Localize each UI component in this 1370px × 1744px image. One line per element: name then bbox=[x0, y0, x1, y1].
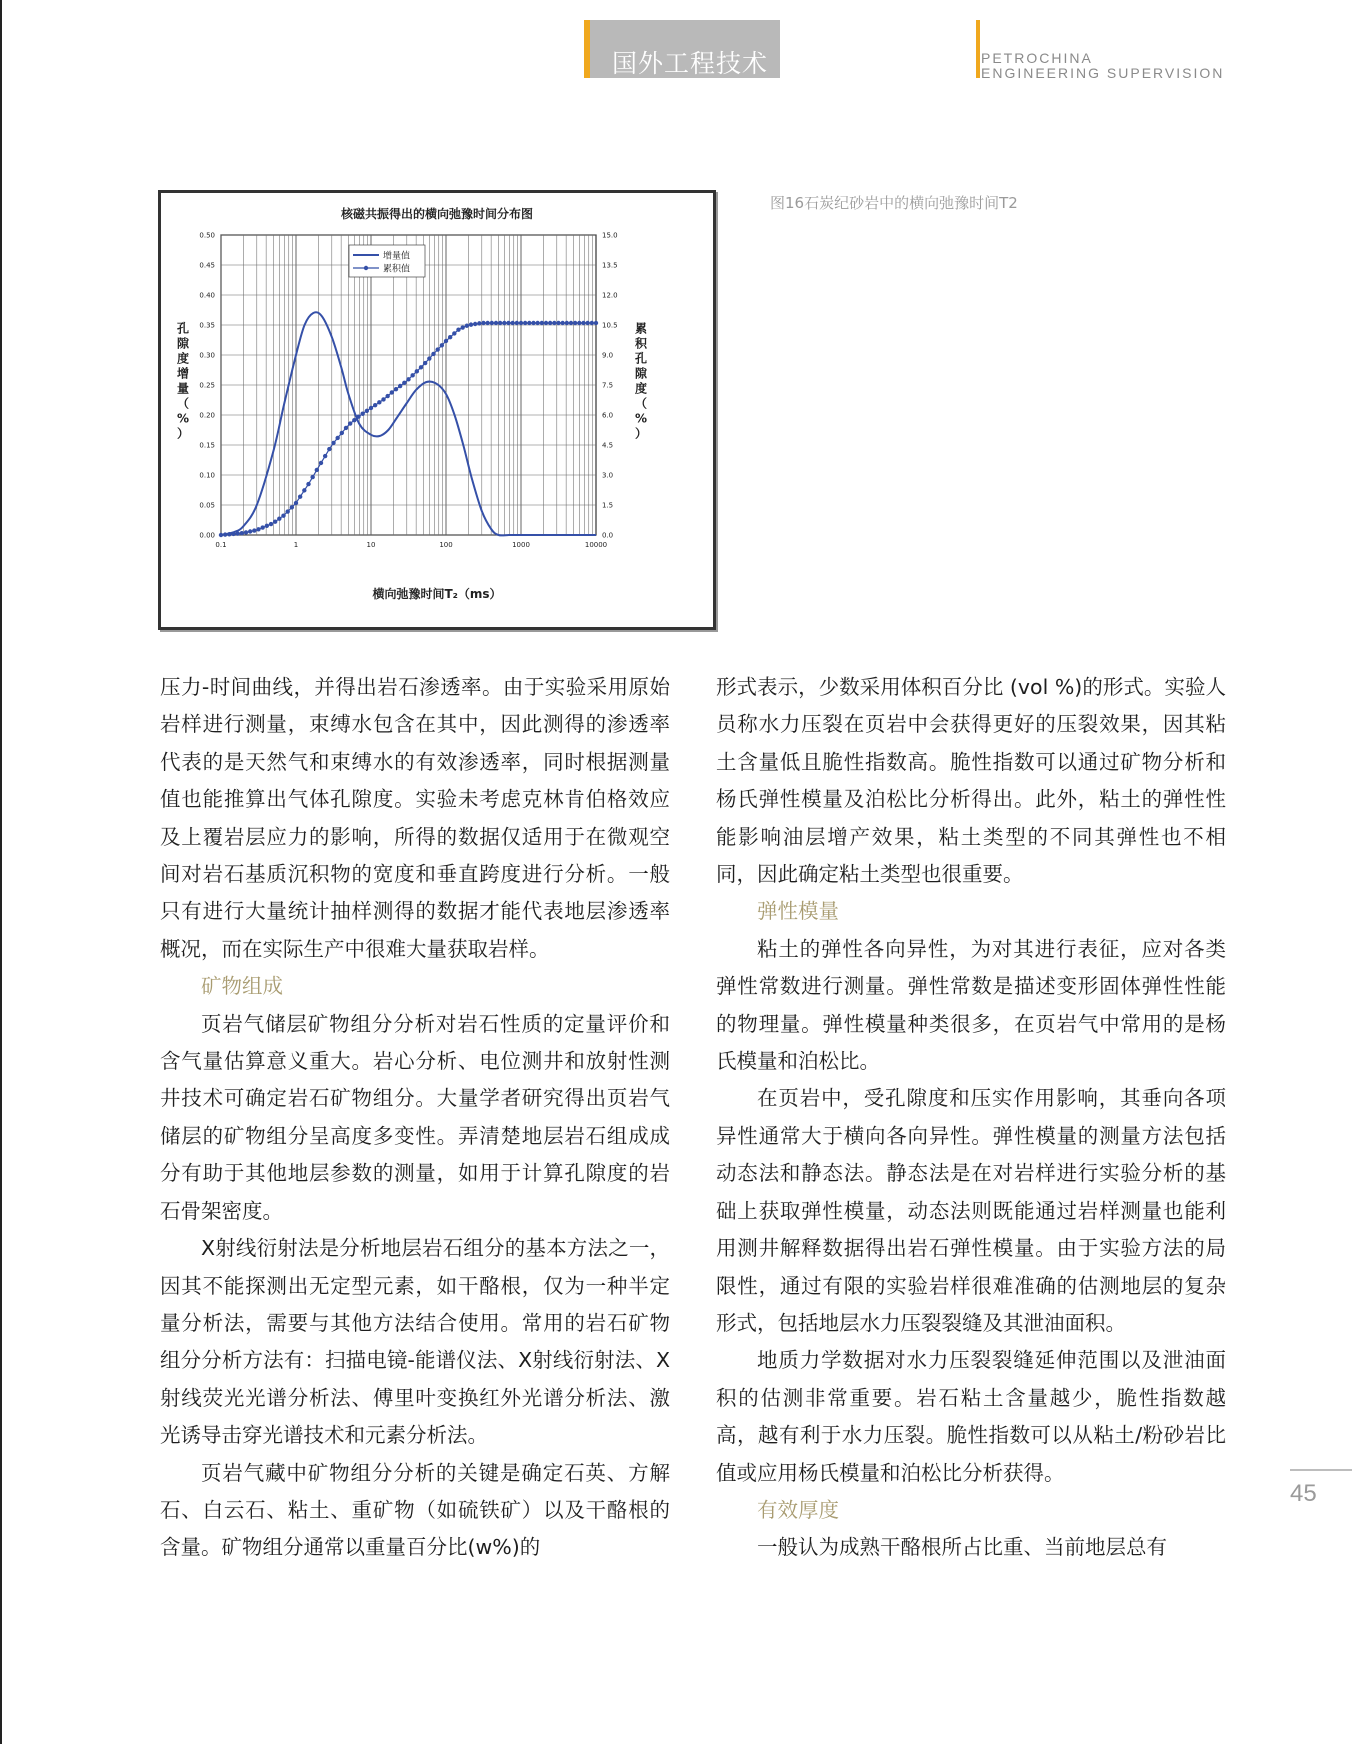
series-point-cumulative bbox=[219, 533, 223, 537]
series-point-cumulative bbox=[294, 501, 298, 505]
series-point-cumulative bbox=[577, 321, 581, 325]
series-point-cumulative bbox=[481, 321, 485, 325]
legend-label: 累积值 bbox=[383, 264, 411, 275]
series-point-cumulative bbox=[415, 369, 419, 373]
series-point-cumulative bbox=[385, 394, 389, 398]
y-tick-label-left: 0.35 bbox=[199, 321, 215, 330]
y-tick-label-left: 0.25 bbox=[199, 381, 215, 390]
y-tick-label-left: 0.00 bbox=[199, 531, 215, 540]
series-point-cumulative bbox=[319, 461, 323, 465]
series-point-cumulative bbox=[585, 321, 589, 325]
paragraph: 一般认为成熟干酪根所占比重、当前地层总有 bbox=[757, 1535, 1167, 1560]
series-point-cumulative bbox=[390, 390, 394, 394]
series-point-cumulative bbox=[419, 365, 423, 369]
y-tick-label-left: 0.50 bbox=[199, 231, 215, 240]
series-point-cumulative bbox=[227, 532, 231, 536]
axis-label-char: 孔 bbox=[634, 351, 648, 366]
series-point-cumulative bbox=[465, 324, 469, 328]
legend-marker bbox=[364, 266, 368, 270]
series-point-cumulative bbox=[448, 335, 452, 339]
series-point-cumulative bbox=[469, 322, 473, 326]
paragraph: 地质力学数据对水力压裂裂缝延伸范围以及泄油面积的估测非常重要。岩石粘土含量越少，脆性指数越高，越有利于水力压裂。脆性指数可以从粘土/粉砂岩比值或应用杨氏模量和泊松比分析获得。 bbox=[716, 1348, 1226, 1485]
series-point-cumulative bbox=[273, 520, 277, 524]
series-point-cumulative bbox=[444, 339, 448, 343]
series-point-cumulative bbox=[252, 528, 256, 532]
series-point-cumulative bbox=[335, 436, 339, 440]
y-axis-label-right bbox=[635, 321, 648, 441]
left-text-column bbox=[160, 669, 670, 1567]
series-point-cumulative bbox=[235, 531, 239, 535]
series-point-cumulative bbox=[406, 377, 410, 381]
y-tick-label-right: 0.0 bbox=[602, 531, 614, 540]
page-number: 45 bbox=[1290, 1480, 1317, 1507]
series-point-cumulative bbox=[331, 441, 335, 445]
x-tick-label: 10000 bbox=[584, 541, 608, 549]
paragraph: 粘土的弹性各向异性，为对其进行表征，应对各类弹性常数进行测量。弹性常数是描述变形固体弹性性能的物理量。弹性模量种类很多，在页岩气中常用的是杨氏模量和泊松比。 bbox=[716, 936, 1226, 1074]
magazine-name-line1: PETROCHINA bbox=[981, 50, 1093, 66]
series-point-cumulative bbox=[248, 529, 252, 533]
series-point-cumulative bbox=[581, 321, 585, 325]
series-point-cumulative bbox=[460, 325, 464, 329]
axis-label-char: ） bbox=[634, 426, 648, 441]
chart-legend bbox=[349, 245, 425, 277]
series-point-cumulative bbox=[548, 321, 552, 325]
series-point-cumulative bbox=[498, 321, 502, 325]
series-point-cumulative bbox=[402, 381, 406, 385]
series-point-cumulative bbox=[356, 415, 360, 419]
y-tick-label-right: 12.0 bbox=[602, 291, 618, 300]
axis-label-char: 量 bbox=[176, 381, 190, 396]
series-point-cumulative bbox=[381, 397, 385, 401]
page-number-rule bbox=[1290, 1469, 1352, 1471]
series-point-cumulative bbox=[256, 527, 260, 531]
x-axis-label: 横向弛豫时间T₂（ms） bbox=[372, 587, 502, 601]
subheading: 矿物组成 bbox=[201, 974, 283, 999]
series-point-cumulative bbox=[527, 321, 531, 325]
series-point-cumulative bbox=[277, 516, 281, 520]
series-point-cumulative bbox=[281, 513, 285, 517]
paragraph: 压力-时间曲线，并得出岩石渗透率。由于实验采用原始岩样进行测量，束缚水包含在其中，因此测得的渗透率代表的是天然气和束缚水的有效渗透率，同时根据测量值也能推算出气体孔隙度。实验未考虑克林肯伯格效应及上覆岩层应力的影响，所得的数据仅适用于在微观空间对岩石基质沉积物的宽度和垂直跨度进行分析。一般只有进行大量统计抽样测得的数据才能代表地层渗透率概况，而在实际生产中很难大量获取岩样。 bbox=[160, 675, 670, 961]
page-edge bbox=[0, 0, 2, 1744]
y-tick-label-left: 0.40 bbox=[199, 291, 215, 300]
series-point-cumulative bbox=[569, 321, 573, 325]
nmr-t2-chart bbox=[158, 190, 716, 630]
header-accent-bar bbox=[976, 20, 980, 78]
axis-label-char: 隙 bbox=[176, 336, 190, 351]
series-point-cumulative bbox=[290, 505, 294, 509]
series-point-cumulative bbox=[435, 347, 439, 351]
x-tick-label: 100 bbox=[439, 541, 453, 549]
magazine-name-line2: ENGINEERING SUPERVISION bbox=[981, 65, 1225, 81]
series-point-cumulative bbox=[365, 409, 369, 413]
series-point-cumulative bbox=[490, 321, 494, 325]
y-tick-label-right: 10.5 bbox=[602, 321, 618, 330]
series-point-cumulative bbox=[506, 321, 510, 325]
series-point-cumulative bbox=[244, 530, 248, 534]
series-point-cumulative bbox=[373, 403, 377, 407]
series-point-cumulative bbox=[573, 321, 577, 325]
axis-label-char: % bbox=[634, 411, 648, 426]
axis-label-char: 积 bbox=[634, 336, 648, 351]
series-point-cumulative bbox=[340, 431, 344, 435]
chart-title: 核磁共振得出的横向弛豫时间分布图 bbox=[340, 207, 534, 221]
paragraph: X射线衍射法是分析地层岩石组分的基本方法之一，因其不能探测出无定型元素，如干酪根，仅为一种半定量分析法，需要与其他方法结合使用。常用的岩石矿物组分分析方法有：扫描电镜-能谱仪法、X射线衍射法、X射线荧光光谱分析法、傅里叶变换红外光谱分析法、激光诱导击穿光谱技术和元素分析法。 bbox=[160, 1236, 670, 1448]
series-point-cumulative bbox=[398, 384, 402, 388]
series-point-cumulative bbox=[523, 321, 527, 325]
series-point-cumulative bbox=[485, 321, 489, 325]
subheading: 有效厚度 bbox=[757, 1497, 839, 1522]
axis-label-char: （ bbox=[176, 396, 190, 411]
series-point-cumulative bbox=[535, 321, 539, 325]
series-point-cumulative bbox=[531, 321, 535, 325]
series-point-cumulative bbox=[452, 331, 456, 335]
series-point-cumulative bbox=[285, 509, 289, 513]
axis-label-char: 隙 bbox=[634, 366, 648, 381]
y-tick-label-right: 13.5 bbox=[602, 261, 618, 270]
series-point-cumulative bbox=[410, 373, 414, 377]
series-point-cumulative bbox=[269, 522, 273, 526]
subheading: 弹性模量 bbox=[757, 899, 839, 924]
series-point-cumulative bbox=[377, 400, 381, 404]
series-point-cumulative bbox=[502, 321, 506, 325]
series-point-cumulative bbox=[510, 321, 514, 325]
chart-grid bbox=[221, 235, 596, 535]
y-tick-label-left: 0.45 bbox=[199, 261, 215, 270]
y-tick-label-right: 15.0 bbox=[602, 231, 618, 240]
series-point-cumulative bbox=[352, 418, 356, 422]
series-point-cumulative bbox=[477, 321, 481, 325]
series-point-cumulative bbox=[519, 321, 523, 325]
series-point-cumulative bbox=[344, 426, 348, 430]
y-tick-label-left: 0.05 bbox=[199, 501, 215, 510]
series-point-cumulative bbox=[560, 321, 564, 325]
y-axis-label-left bbox=[177, 321, 190, 441]
series-point-cumulative bbox=[323, 454, 327, 458]
paragraph: 页岩气储层矿物组分分析对岩石性质的定量评价和含气量估算意义重大。岩心分析、电位测井和放射性测井技术可确定岩石矿物组分。大量学者研究得出页岩气储层的矿物组分呈高度多变性。弄清楚地层岩石组成成分有助于其他地层参数的测量，如用于计算孔隙度的岩石骨架密度。 bbox=[160, 1011, 670, 1223]
series-point-cumulative bbox=[369, 406, 373, 410]
y-tick-label-left: 0.15 bbox=[199, 441, 215, 450]
legend-label: 增量值 bbox=[383, 251, 411, 262]
axis-label-char: 累 bbox=[634, 321, 648, 336]
figure-caption: 图16石炭纪砂岩中的横向弛豫时间T2 bbox=[770, 194, 1018, 212]
series-point-cumulative bbox=[552, 321, 556, 325]
y-tick-label-right: 4.5 bbox=[602, 441, 614, 450]
x-tick-label: 10 bbox=[366, 541, 376, 549]
y-tick-label-left: 0.10 bbox=[199, 471, 215, 480]
axis-label-char: % bbox=[176, 411, 190, 426]
series-point-cumulative bbox=[427, 356, 431, 360]
axis-label-char: ） bbox=[176, 426, 190, 441]
series-point-cumulative bbox=[594, 321, 598, 325]
paragraph: 页岩气藏中矿物组分分析的关键是确定石英、方解石、白云石、粘土、重矿物（如硫铁矿）以及干酪根的含量。矿物组分通常以重量百分比(w%)的 bbox=[160, 1460, 670, 1560]
series-point-cumulative bbox=[315, 468, 319, 472]
series-point-cumulative bbox=[494, 321, 498, 325]
y-tick-label-right: 7.5 bbox=[602, 381, 614, 390]
header-accent-bar bbox=[584, 20, 590, 78]
series-point-cumulative bbox=[456, 327, 460, 331]
axis-label-char: 增 bbox=[176, 366, 190, 381]
y-tick-label-right: 9.0 bbox=[602, 351, 614, 360]
series-point-cumulative bbox=[394, 387, 398, 391]
series-point-cumulative bbox=[440, 343, 444, 347]
series-point-cumulative bbox=[540, 321, 544, 325]
series-point-cumulative bbox=[565, 321, 569, 325]
series-point-cumulative bbox=[431, 352, 435, 356]
y-tick-label-left: 0.20 bbox=[199, 411, 215, 420]
axis-label-char: 度 bbox=[634, 381, 648, 396]
series-point-cumulative bbox=[265, 524, 269, 528]
y-tick-label-right: 6.0 bbox=[602, 411, 614, 420]
series-point-cumulative bbox=[231, 532, 235, 536]
right-text-column bbox=[716, 669, 1226, 1567]
series-point-cumulative bbox=[327, 447, 331, 451]
x-tick-label: 1000 bbox=[512, 541, 530, 549]
series-point-cumulative bbox=[473, 322, 477, 326]
axis-label-char: （ bbox=[634, 396, 648, 411]
series-point-cumulative bbox=[360, 412, 364, 416]
series-point-cumulative bbox=[310, 475, 314, 479]
series-point-cumulative bbox=[423, 361, 427, 365]
series-point-cumulative bbox=[298, 494, 302, 498]
series-point-cumulative bbox=[302, 488, 306, 492]
chart-svg bbox=[161, 193, 713, 627]
y-tick-label-left: 0.30 bbox=[199, 351, 215, 360]
paragraph: 形式表示，少数采用体积百分比 (vol %)的形式。实验人员称水力压裂在页岩中会获得更好的压裂效果，因其粘土含量低且脆性指数高。脆性指数可以通过矿物分析和杨氏弹性模量及泊松比分析得出。此外，粘土的弹性性能影响油层增产效果，粘土类型的不同其弹性也不相同，因此确定粘土类型也很重要。 bbox=[716, 675, 1226, 887]
y-tick-label-right: 1.5 bbox=[602, 501, 614, 510]
section-title: 国外工程技术 bbox=[612, 49, 769, 78]
series-point-cumulative bbox=[306, 482, 310, 486]
series-point-cumulative bbox=[260, 525, 264, 529]
section-header bbox=[584, 20, 780, 78]
x-tick-label: 1 bbox=[293, 541, 299, 549]
series-point-cumulative bbox=[556, 321, 560, 325]
series-point-cumulative bbox=[223, 532, 227, 536]
y-tick-label-right: 3.0 bbox=[602, 471, 614, 480]
axis-label-char: 度 bbox=[176, 351, 190, 366]
series-point-cumulative bbox=[544, 321, 548, 325]
axis-label-char: 孔 bbox=[176, 321, 190, 336]
series-point-cumulative bbox=[590, 321, 594, 325]
series-point-cumulative bbox=[515, 321, 519, 325]
x-tick-label: 0.1 bbox=[215, 541, 227, 549]
series-point-cumulative bbox=[348, 421, 352, 425]
paragraph: 在页岩中，受孔隙度和压实作用影响，其垂向各项异性通常大于横向各向异性。弹性模量的测量方法包括动态法和静态法。静态法是在对岩样进行实验分析的基础上获取弹性模量，动态法则既能通过岩样测量也能利用测井解释数据得出岩石弹性模量。由于实验方法的局限性，通过有限的实验岩样很难准确的估测地层的复杂形式，包括地层水力压裂裂缝及其泄油面积。 bbox=[716, 1086, 1226, 1335]
series-point-cumulative bbox=[240, 531, 244, 535]
